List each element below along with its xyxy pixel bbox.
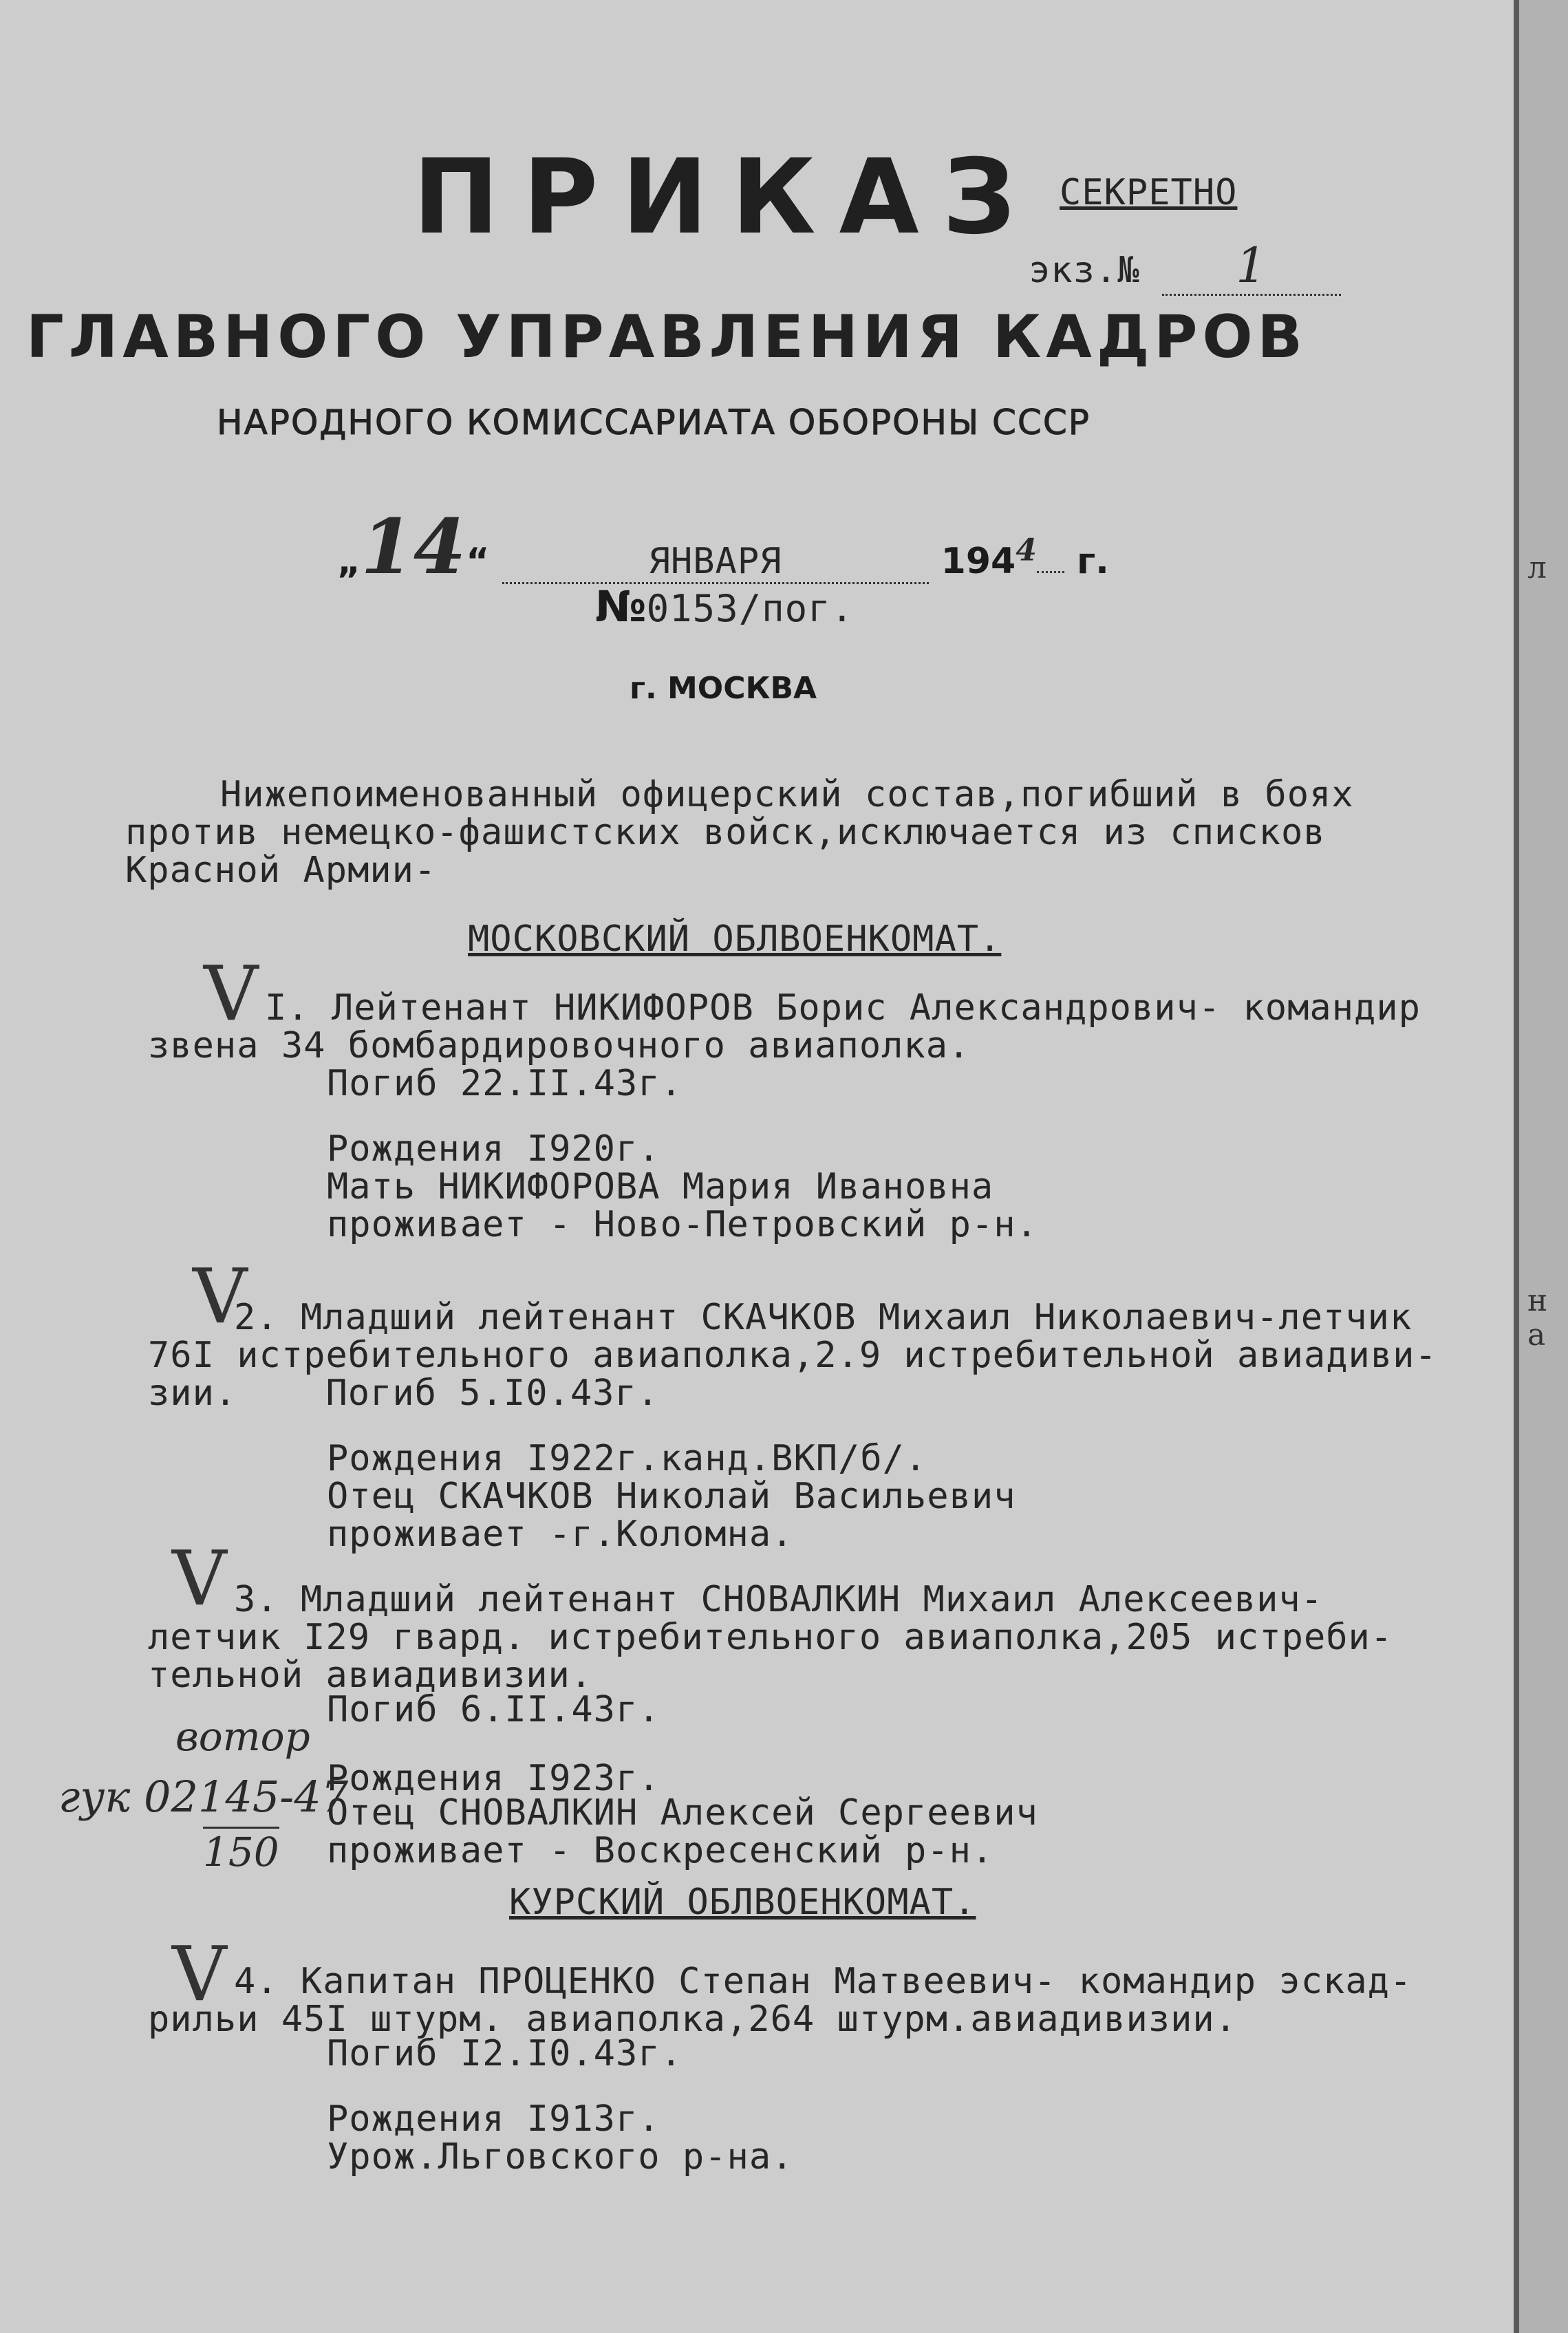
entry-line: Урож.Льговского р-на. (327, 2136, 794, 2178)
entry-line: Отец СНОВАЛКИН Алексей Сергеевич (327, 1792, 1038, 1834)
entry-line: проживает - Ново-Петровский р-н. (327, 1204, 1038, 1245)
entry-line: Погиб I2.I0.43г. (327, 2033, 683, 2074)
department-title: ГЛАВНОГО УПРАВЛЕНИЯ КАДРОВ (26, 303, 1308, 372)
entry-line: Рождения I913г. (327, 2098, 661, 2140)
entry-line: тельной авиадивизии. (148, 1655, 593, 1696)
entry-line: 3. Младший лейтенант СНОВАЛКИН Михаил Алексеевич- (234, 1579, 1324, 1620)
checkmark: V (172, 1930, 227, 2018)
city: г. МОСКВА (630, 671, 817, 706)
entry-line: зии. Погиб 5.I0.43г. (148, 1373, 660, 1414)
handwritten-note: вотор (175, 1713, 310, 1760)
entry-line: проживает - Воскресенский р-н. (327, 1830, 994, 1871)
copy-number: 1 (1162, 237, 1341, 296)
entry-line: Рождения I922г.канд.ВКП/б/. (327, 1438, 927, 1479)
entry-line: рильи 45I штурм. авиаполка,264 штурм.авиадивизии. (148, 1999, 1238, 2040)
entry-line: Погиб 6.II.43г. (327, 1689, 661, 1730)
entry-line: проживает -г.Коломна. (327, 1514, 794, 1555)
entry-line: летчик I29 гвард. истребительного авиаполка,205 истреби- (148, 1617, 1393, 1658)
handwritten-note: гук 02145-47 (58, 1772, 349, 1822)
entry-line: 76I истребительного авиаполка,2.9 истребительной авиадиви- (148, 1335, 1437, 1376)
order-number: №0153/пог. (595, 581, 855, 632)
order-title: ПРИКАЗ (413, 138, 1040, 257)
commissariat-title: НАРОДНОГО КОМИССАРИАТА ОБОРОНЫ СССР (217, 402, 1091, 442)
checkmark: V (172, 1534, 227, 1622)
section-title: КУРСКИЙ ОБЛВОЕНКОМАТ. (509, 1882, 976, 1923)
next-page-edge (1514, 0, 1568, 2333)
edge-letter: л (1527, 550, 1547, 585)
entry-line: Отец СКАЧКОВ Николай Васильевич (327, 1476, 1016, 1517)
date-year: 194 (941, 541, 1016, 582)
edge-letter: н (1527, 1283, 1548, 1318)
intro-line: Красной Армии- (125, 850, 437, 891)
handwritten-note: 150 (203, 1827, 279, 1875)
entry-line: Рождения I923г. (327, 1758, 661, 1799)
copy-number-label: экз.№ 1 (1029, 237, 1341, 296)
entry-line: Мать НИКИФОРОВА Мария Ивановна (327, 1166, 994, 1207)
order-date: „14“ ЯНВАРЯ $194^4$ г. (337, 502, 1109, 591)
secret-stamp: СЕКРЕТНО (1060, 172, 1238, 213)
date-day: 14 (361, 502, 466, 591)
entry-line: 2. Младший лейтенант СКАЧКОВ Михаил Николаевич-летчик (234, 1297, 1413, 1338)
section-title: МОСКОВСКИЙ ОБЛВОЕНКОМАТ. (468, 918, 1002, 960)
entry-line: 4. Капитан ПРОЦЕНКО Степан Матвеевич- командир эскад- (234, 1961, 1413, 2002)
edge-letter: а (1527, 1318, 1546, 1353)
entry-line: звена 34 бомбардировочного авиаполка. (148, 1025, 971, 1066)
date-month: ЯНВАРЯ (502, 541, 929, 584)
checkmark: V (204, 949, 259, 1038)
entry-line: Погиб 22.II.43г. (327, 1063, 683, 1104)
intro-line: Нижепоименованный офицерский состав,погибший в боях (220, 774, 1354, 815)
checkmark: V (193, 1252, 248, 1340)
entry-line: Рождения I920г. (327, 1128, 661, 1170)
intro-line: против немецко-фашистских войск,исключается из списков (125, 812, 1326, 853)
entry-line: I. Лейтенант НИКИФОРОВ Борис Александрович- командир (265, 987, 1421, 1029)
